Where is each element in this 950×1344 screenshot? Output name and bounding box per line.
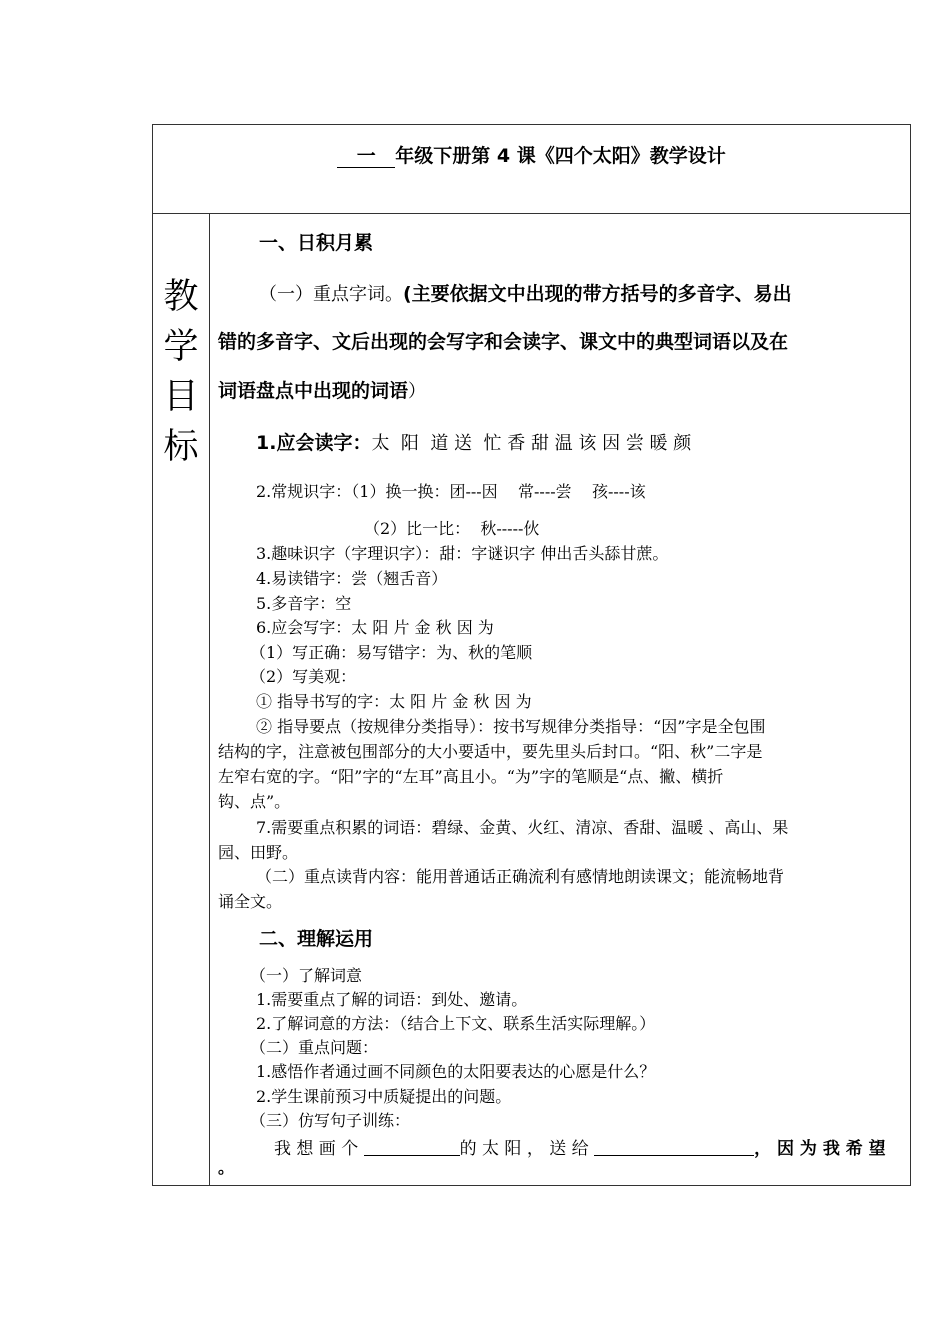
key-words-label: （一）重点字词。 — [259, 284, 403, 305]
sentence-part-2: 的 太 阳 ， 送 给 — [459, 1139, 589, 1159]
recite-line-2: 诵全文。 — [218, 892, 283, 911]
side-label-char-3: 目 — [163, 377, 199, 417]
lesson-plan-table — [152, 124, 911, 1186]
item-6: 6.应会写字：太 阳 片 金 秋 因 为 — [256, 618, 494, 637]
item-6-c2-line-2: 结构的字，注意被包围部分的大小要适中，要先里头后封口。“阳、秋”二字是 — [218, 742, 763, 761]
side-label-char-4: 标 — [163, 427, 199, 467]
item-2a: 2.常规识字：（1）换一换：团---因 常----尝 孩----该 — [256, 482, 646, 501]
sub1: （一）了解词意 — [250, 966, 363, 985]
item-7-line-1: 7.需要重点积累的词语：碧绿、金黄、火红、清凉、香甜、温暖 、高山、果 — [256, 818, 789, 837]
item-4: 4.易读错字：尝（翘舌音） — [256, 569, 448, 588]
item-6-2: （2）写美观： — [250, 667, 357, 686]
sub3: （三）仿写句子训练： — [250, 1111, 411, 1130]
item-6-c2-line-3: 左窄右宽的字。“阳”字的“左耳”高且小。“为”字的笔顺是“点、撇、横折 — [218, 767, 724, 786]
sentence-part-3: ， 因 为 我 希 望 — [754, 1139, 886, 1159]
key-words-line-3 — [218, 381, 426, 402]
key-words-note: (主要依据文中出现的带方括号的多音字、易出 — [403, 283, 792, 305]
imitation-sentence — [274, 1139, 886, 1159]
sentence-end: 。 — [218, 1158, 235, 1177]
item-6-c1: ① 指导书写的字：太 阳 片 金 秋 因 为 — [256, 692, 532, 711]
side-label-column — [153, 214, 210, 1185]
sub2-item-1: 1.感悟作者通过画不同颜色的太阳要表达的心愿是什么？ — [256, 1062, 656, 1081]
key-words-line-2: 错的多音字、文后出现的会写字和会读字、课文中的典型词语以及在 — [218, 331, 789, 353]
item-6-c2-line-1: ② 指导要点（按规律分类指导）：按书写规律分类指导：“因”字是全包围 — [256, 717, 766, 736]
read-chars: 太 阳 道 送 忙 香 甜 温 该 因 尝 暖 颜 — [371, 433, 692, 454]
side-label-char-2: 学 — [163, 327, 199, 367]
sub1-item-2: 2.了解词意的方法：（结合上下文、联系生活实际理解。） — [256, 1014, 656, 1033]
side-label-char-1: 教 — [163, 277, 199, 317]
title-text: 年级下册第 4 课《四个太阳》教学设计 — [395, 145, 726, 167]
item-7-line-2: 园、田野。 — [218, 843, 299, 862]
item-3: 3.趣味识字（字理识字）：甜：字谜识字 伸出舌头舔甘蔗。 — [256, 544, 669, 563]
item-6-1: （1）写正确：易写错字：为、秋的笔顺 — [250, 643, 533, 662]
sub2: （二）重点问题： — [250, 1038, 379, 1057]
sub2-item-2: 2.学生课前预习中质疑提出的问题。 — [256, 1087, 512, 1106]
title-row — [153, 125, 910, 214]
item-2b: （2）比一比： 秋-----伙 — [364, 519, 540, 538]
sub1-item-1: 1.需要重点了解的词语：到处、邀请。 — [256, 990, 528, 1009]
page-title — [153, 141, 910, 168]
read-label: 1.应会读字： — [256, 432, 372, 454]
grade-blank: 一 — [337, 145, 395, 168]
read-chars-line — [256, 433, 691, 454]
item-6-c2-line-4: 钩、点”。 — [218, 792, 291, 811]
fill-blank-1[interactable] — [364, 1141, 460, 1156]
key-words-line-1 — [259, 284, 792, 305]
fill-blank-2[interactable] — [594, 1141, 754, 1156]
item-5: 5.多音字：空 — [256, 594, 352, 613]
key-words-note-end: 词语盘点中出现的词语 — [218, 380, 409, 402]
section2-heading: 二、理解运用 — [259, 928, 374, 950]
sentence-part-1: 我 想 画 个 — [274, 1139, 359, 1159]
closing-paren: ） — [408, 381, 427, 402]
objectives-content — [210, 214, 910, 1185]
recite-line-1: （二）重点读背内容：能用普通话正确流利有感情地朗读课文；能流畅地背 — [256, 867, 785, 886]
section1-heading: 一、日积月累 — [259, 232, 374, 254]
